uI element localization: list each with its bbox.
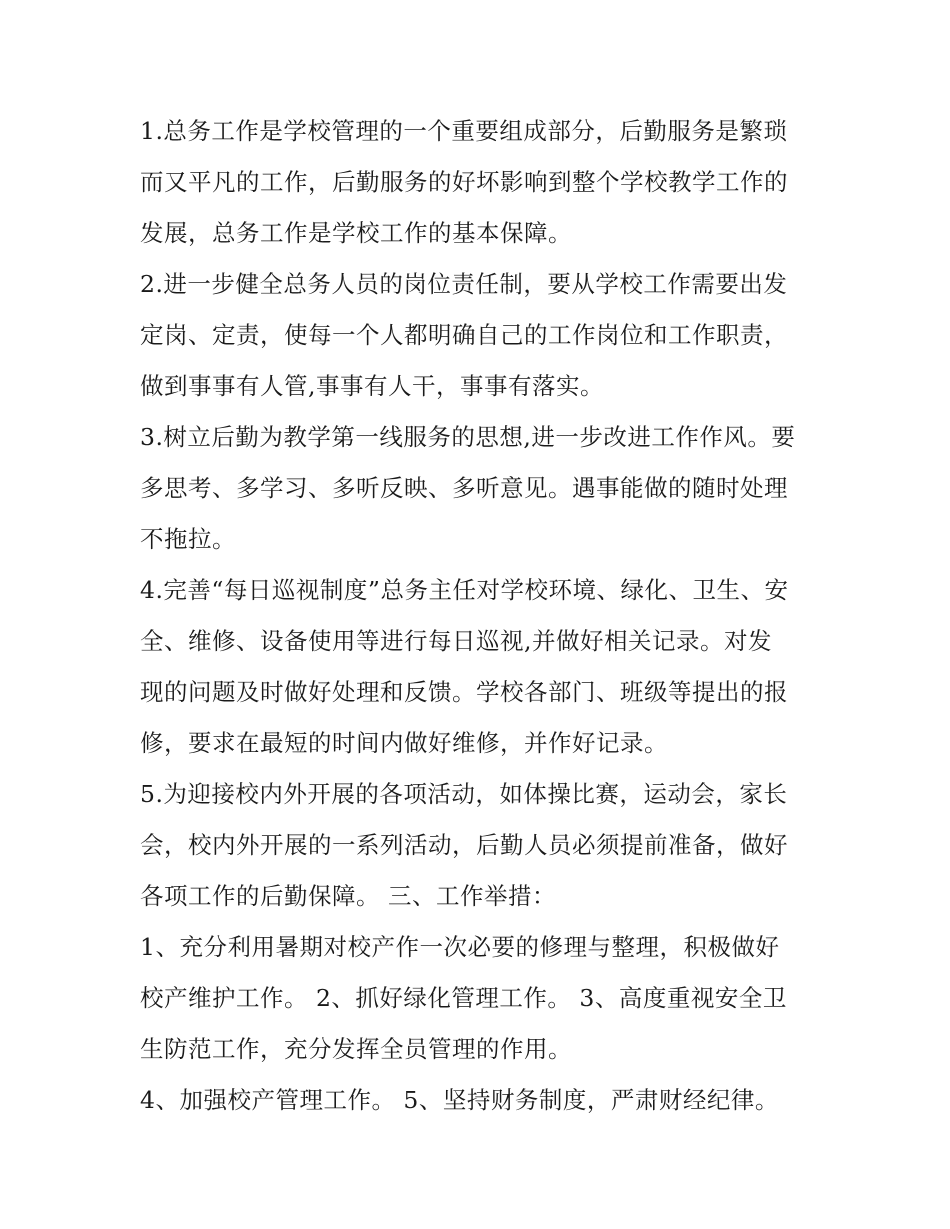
text-line: 会，校内外开展的一系列活动，后勤人员必须提前准备，做好 bbox=[140, 831, 788, 859]
text-line: 而又平凡的工作，后勤服务的好坏影响到整个学校教学工作的 bbox=[140, 168, 788, 196]
text-line: 现的问题及时做好处理和反馈。学校各部门、班级等提出的报 bbox=[140, 678, 788, 706]
document-body bbox=[140, 106, 820, 1126]
paragraph-measures-4-5 bbox=[140, 1075, 820, 1126]
text-line: 定岗、定责，使每一个人都明确自己的工作岗位和工作职责， bbox=[140, 321, 788, 349]
paragraph-daily-inspection bbox=[140, 565, 820, 769]
text-line: 多思考、多学习、多听反映、多听意见。遇事能做的随时处理 bbox=[140, 474, 788, 502]
text-line: 3.树立后勤为教学第一线服务的思想,进一步改进工作作风。要 bbox=[140, 423, 796, 451]
text-line: 1.总务工作是学校管理的一个重要组成部分，后勤服务是繁琐 bbox=[140, 117, 788, 145]
paragraph-responsibility-system bbox=[140, 259, 820, 412]
text-line: 2.进一步健全总务人员的岗位责任制，要从学校工作需要出发 bbox=[140, 270, 788, 298]
text-line: 4、加强校产管理工作。 5、坚持财务制度，严肃财经纪律。 bbox=[140, 1086, 779, 1114]
text-line: 做到事事有人管,事事有人干，事事有落实。 bbox=[140, 372, 604, 400]
paragraph-service-mindset bbox=[140, 412, 820, 565]
text-line: 修，要求在最短的时间内做好维修，并作好记录。 bbox=[140, 729, 668, 757]
text-line: 全、维修、设备使用等进行每日巡视,并做好相关记录。对发 bbox=[140, 627, 772, 655]
text-line: 生防范工作，充分发挥全员管理的作用。 bbox=[140, 1035, 572, 1063]
paragraph-general-affairs-role bbox=[140, 106, 820, 259]
text-line: 校产维护工作。 2、抓好绿化管理工作。 3、高度重视安全卫 bbox=[140, 984, 787, 1012]
text-line: 4.完善“每日巡视制度”总务主任对学校环境、绿化、卫生、安 bbox=[140, 576, 789, 604]
text-line: 各项工作的后勤保障。 三、工作举措： bbox=[140, 882, 556, 910]
paragraph-measures-1-3 bbox=[140, 922, 820, 1075]
text-line: 5.为迎接校内外开展的各项活动，如体操比赛，运动会，家长 bbox=[140, 780, 788, 808]
text-line: 1、充分利用暑期对校产作一次必要的修理与整理，积极做好 bbox=[140, 933, 780, 961]
text-line: 不拖拉。 bbox=[140, 525, 236, 553]
text-line: 发展，总务工作是学校工作的基本保障。 bbox=[140, 219, 572, 247]
paragraph-activity-support bbox=[140, 769, 820, 922]
